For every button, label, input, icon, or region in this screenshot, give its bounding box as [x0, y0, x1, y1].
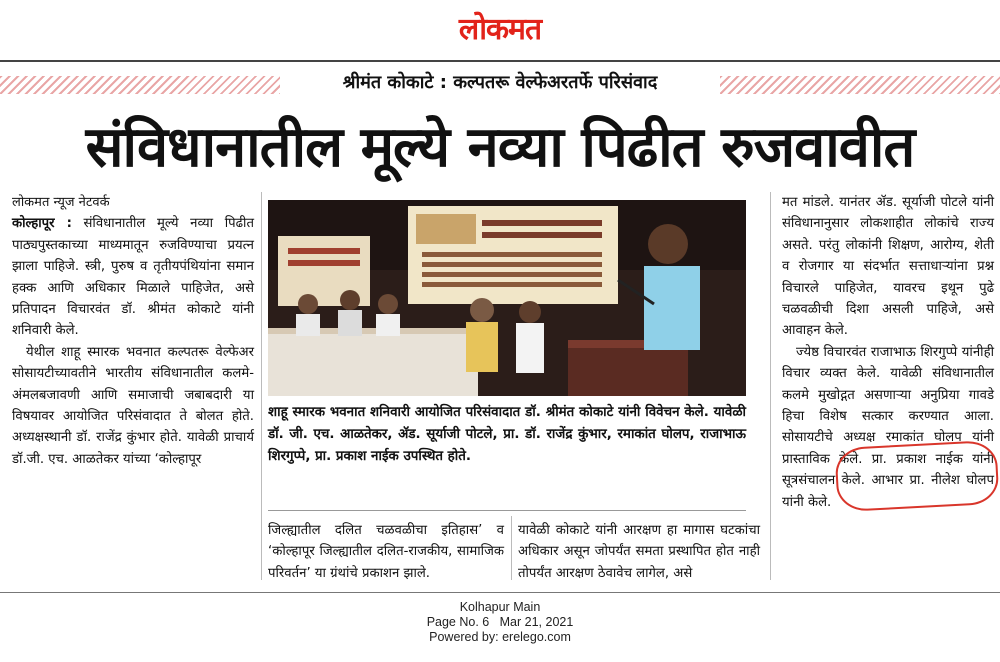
article-column-2: जिल्ह्यातील दलित चळवळीचा इतिहास’ व ‘कोल्हापूर जिल्ह्यातील दलित-राजकीय, सामाजिक परिवर्तन’ या ग्रंथांचे प्रकाशन झाले.	[268, 523, 504, 581]
paragraph-4a: मत मांडले. यानंतर ॲड. सूर्याजी पोटले यांनी संविधानानुसार लोकशाहीत लोकांचे राज्य असते. परंतु लोकांनी शिक्षण, आरोग्य, शेती व रोजगार या संदर्भात सत्ताधाऱ्यांना प्रश्न विचारले पाहिजेत, यावरच इथून पुढे चळवळीची दिशा असली पाहिजे, असे आवाहन केले.	[782, 195, 994, 339]
kicker-stripe-left	[0, 76, 280, 94]
newspaper-logo: लोकमत	[458, 12, 542, 47]
page-date-label: Page No. 6 Mar 21, 2021	[426, 615, 574, 629]
kicker-text: श्रीमंत कोकाटे : कल्पतरू वेल्फेअरतर्फे परिसंवाद	[280, 68, 720, 98]
paragraph-2: येथील शाहू स्मारक भवनात कल्पतरू वेल्फेअर सोसायटीच्यावतीने भारतीय संविधानातील कलमे-अंमलबजावणी आणि समाजाची जबाबदारी या विषयावर आयोजित परिसंवादात ते बोलत होते. अध्यक्षस्थानी डॉ. राजेंद्र कुंभार होते. यावेळी प्राचार्य डॉ.जी. एच. आळतेकर यांच्या ‘कोल्हापूर	[12, 344, 254, 467]
caption-divider	[268, 510, 746, 511]
column-divider	[261, 192, 262, 580]
byline: लोकमत न्यूज नेटवर्क	[12, 195, 110, 210]
masthead-rule	[0, 60, 1000, 62]
dateline: कोल्हापूर :	[12, 216, 72, 232]
red-marker-circle	[834, 440, 999, 512]
event-photo-illustration	[268, 200, 746, 396]
photo-caption: शाहू स्मारक भवनात शनिवारी आयोजित परिसंवादात डॉ. श्रीमंत कोकाटे यांनी विवेचन केले. यावेळी डॉ. जी. एच. आळतेकर, ॲड. सूर्याजी पोटले, प्रा. डॉ. राजेंद्र कुंभार, रमाकांत घोलप, राजाभाऊ शिरगुप्पे, प्रा. प्रकाश नाईक उपस्थित होते.	[268, 405, 746, 464]
event-photo	[268, 200, 746, 396]
page-footer	[0, 600, 1000, 662]
headline: संविधानातील मूल्ये नव्या पिढीत रुजवावीत	[85, 114, 915, 180]
kicker-bar	[0, 66, 1000, 100]
article-column-4	[782, 192, 994, 577]
article-column-3: यावेळी कोकाटे यांनी आरक्षण हा मागास घटकांचा अधिकार असून जोपर्यंत समता प्रस्थापित होत नाही तोपर्यंत आरक्षण ठेवावेच लागेल, असे	[518, 523, 760, 581]
column-divider	[770, 192, 771, 580]
kicker-stripe-right	[720, 76, 1000, 94]
column-divider	[511, 516, 512, 580]
article-column-1	[12, 192, 254, 577]
powered-by-label: Powered by: erelego.com	[429, 630, 571, 644]
paragraph-4b: ज्येष्ठ विचारवंत राजाभाऊ शिरगुप्पे यांनीही विचार व्यक्त केले. यावेळी संविधानातील कलमे मुखोद्गत असणाऱ्या अनुप्रिया गावडे हिचा विशेष सत्कार करण्यात आला. सोसायटीचे अध्यक्ष रमाकांत घोलप यांनी प्रास्ताविक केले. प्रा. प्रकाश नाईक यांनी सूत्रसंचालन केले. आभार प्रा. नीलेश घोलप यांनी केले.	[782, 344, 994, 510]
edition-label: Kolhapur Main	[459, 600, 541, 614]
masthead	[0, 0, 1000, 62]
footer-rule	[0, 592, 1000, 593]
lead-paragraph	[12, 213, 254, 341]
lead-text: संविधानातील मूल्ये नव्या पिढीत पाठ्यपुस्तकाच्या माध्यमातून रुजविण्याचा प्रयत्न झाला पाहिजे. स्त्री, पुरुष व तृतीयपंथियांना समान हक्क आणि अधिकार मिळाले पाहिजेत, असे प्रतिपादन विचारवंत डॉ. श्रीमंत कोकाटे यांनी शनिवारी केले.	[12, 216, 254, 339]
